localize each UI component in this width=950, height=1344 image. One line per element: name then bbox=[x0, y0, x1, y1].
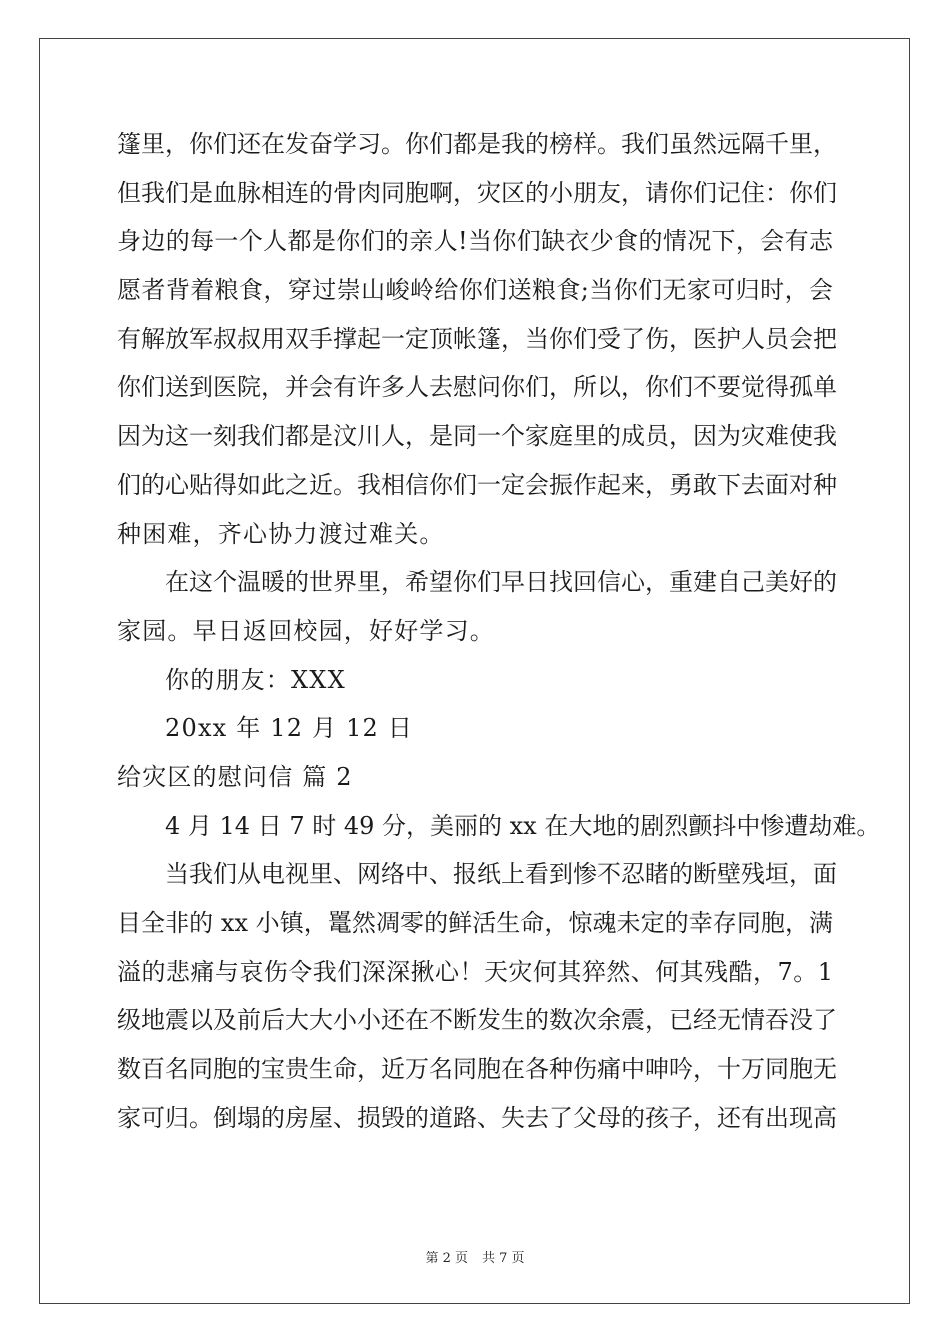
text-line: 你的朋友：XXX bbox=[165, 665, 346, 694]
text-line: 给灾区的慰问信 篇 2 bbox=[117, 762, 353, 791]
text-line: 数百名同胞的宝贵生命，近万名同胞在各种伤痛中呻吟，十万同胞无 bbox=[117, 1055, 837, 1084]
text-line: 在这个温暖的世界里，希望你们早日找回信心，重建自己美好的 bbox=[165, 568, 837, 597]
text-line: 当我们从电视里、网络中、报纸上看到惨不忍睹的断壁残垣，面 bbox=[165, 860, 837, 889]
text-line: 种困难，齐心协力渡过难关。 bbox=[117, 519, 445, 548]
text-line: 身边的每一个人都是你们的亲人!当你们缺衣少食的情况下，会有志 bbox=[117, 227, 833, 256]
text-line: 你们送到医院，并会有许多人去慰问你们，所以，你们不要觉得孤单 bbox=[117, 373, 837, 402]
text-line: 20xx 年 12 月 12 日 bbox=[165, 714, 414, 743]
text-line: 家可归。倒塌的房屋、损毁的道路、失去了父母的孩子，还有出现高 bbox=[117, 1103, 837, 1132]
text-line: 因为这一刻我们都是汶川人，是同一个家庭里的成员，因为灾难使我 bbox=[117, 422, 837, 451]
text-line: 4 月 14 日 7 时 49 分，美丽的 xx 在大地的剧烈颤抖中惨遭劫难。 bbox=[165, 811, 881, 840]
text-line: 但我们是血脉相连的骨肉同胞啊，灾区的小朋友，请你们记住：你们 bbox=[117, 178, 837, 207]
text-line: 篷里，你们还在发奋学习。你们都是我的榜样。我们虽然远隔千里， bbox=[117, 130, 837, 158]
text-line: 溢的悲痛与哀伤令我们深深揪心！天灾何其猝然、何其残酷，7。1 bbox=[117, 957, 833, 986]
page-total: 共 7 页 bbox=[482, 1251, 525, 1266]
page-number: 第 2 页 bbox=[425, 1251, 468, 1266]
text-line: 家园。早日返回校园，好好学习。 bbox=[117, 616, 495, 645]
text-line: 有解放军叔叔用双手撑起一定顶帐篷，当你们受了伤，医护人员会把 bbox=[117, 324, 837, 353]
text-line: 愿者背着粮食，穿过崇山峻岭给你们送粮食;当你们无家可归时，会 bbox=[117, 276, 833, 305]
document-body bbox=[117, 126, 881, 1148]
text-line: 们的心贴得如此之近。我相信你们一定会振作起来，勇敢下去面对种 bbox=[117, 470, 837, 499]
page-footer bbox=[0, 1247, 950, 1266]
text-line: 目全非的 xx 小镇，鼍然凋零的鲜活生命，惊魂未定的幸存同胞，满 bbox=[117, 909, 833, 937]
text-line: 级地震以及前后大大小小还在不断发生的数次余震，已经无情吞没了 bbox=[117, 1006, 837, 1035]
